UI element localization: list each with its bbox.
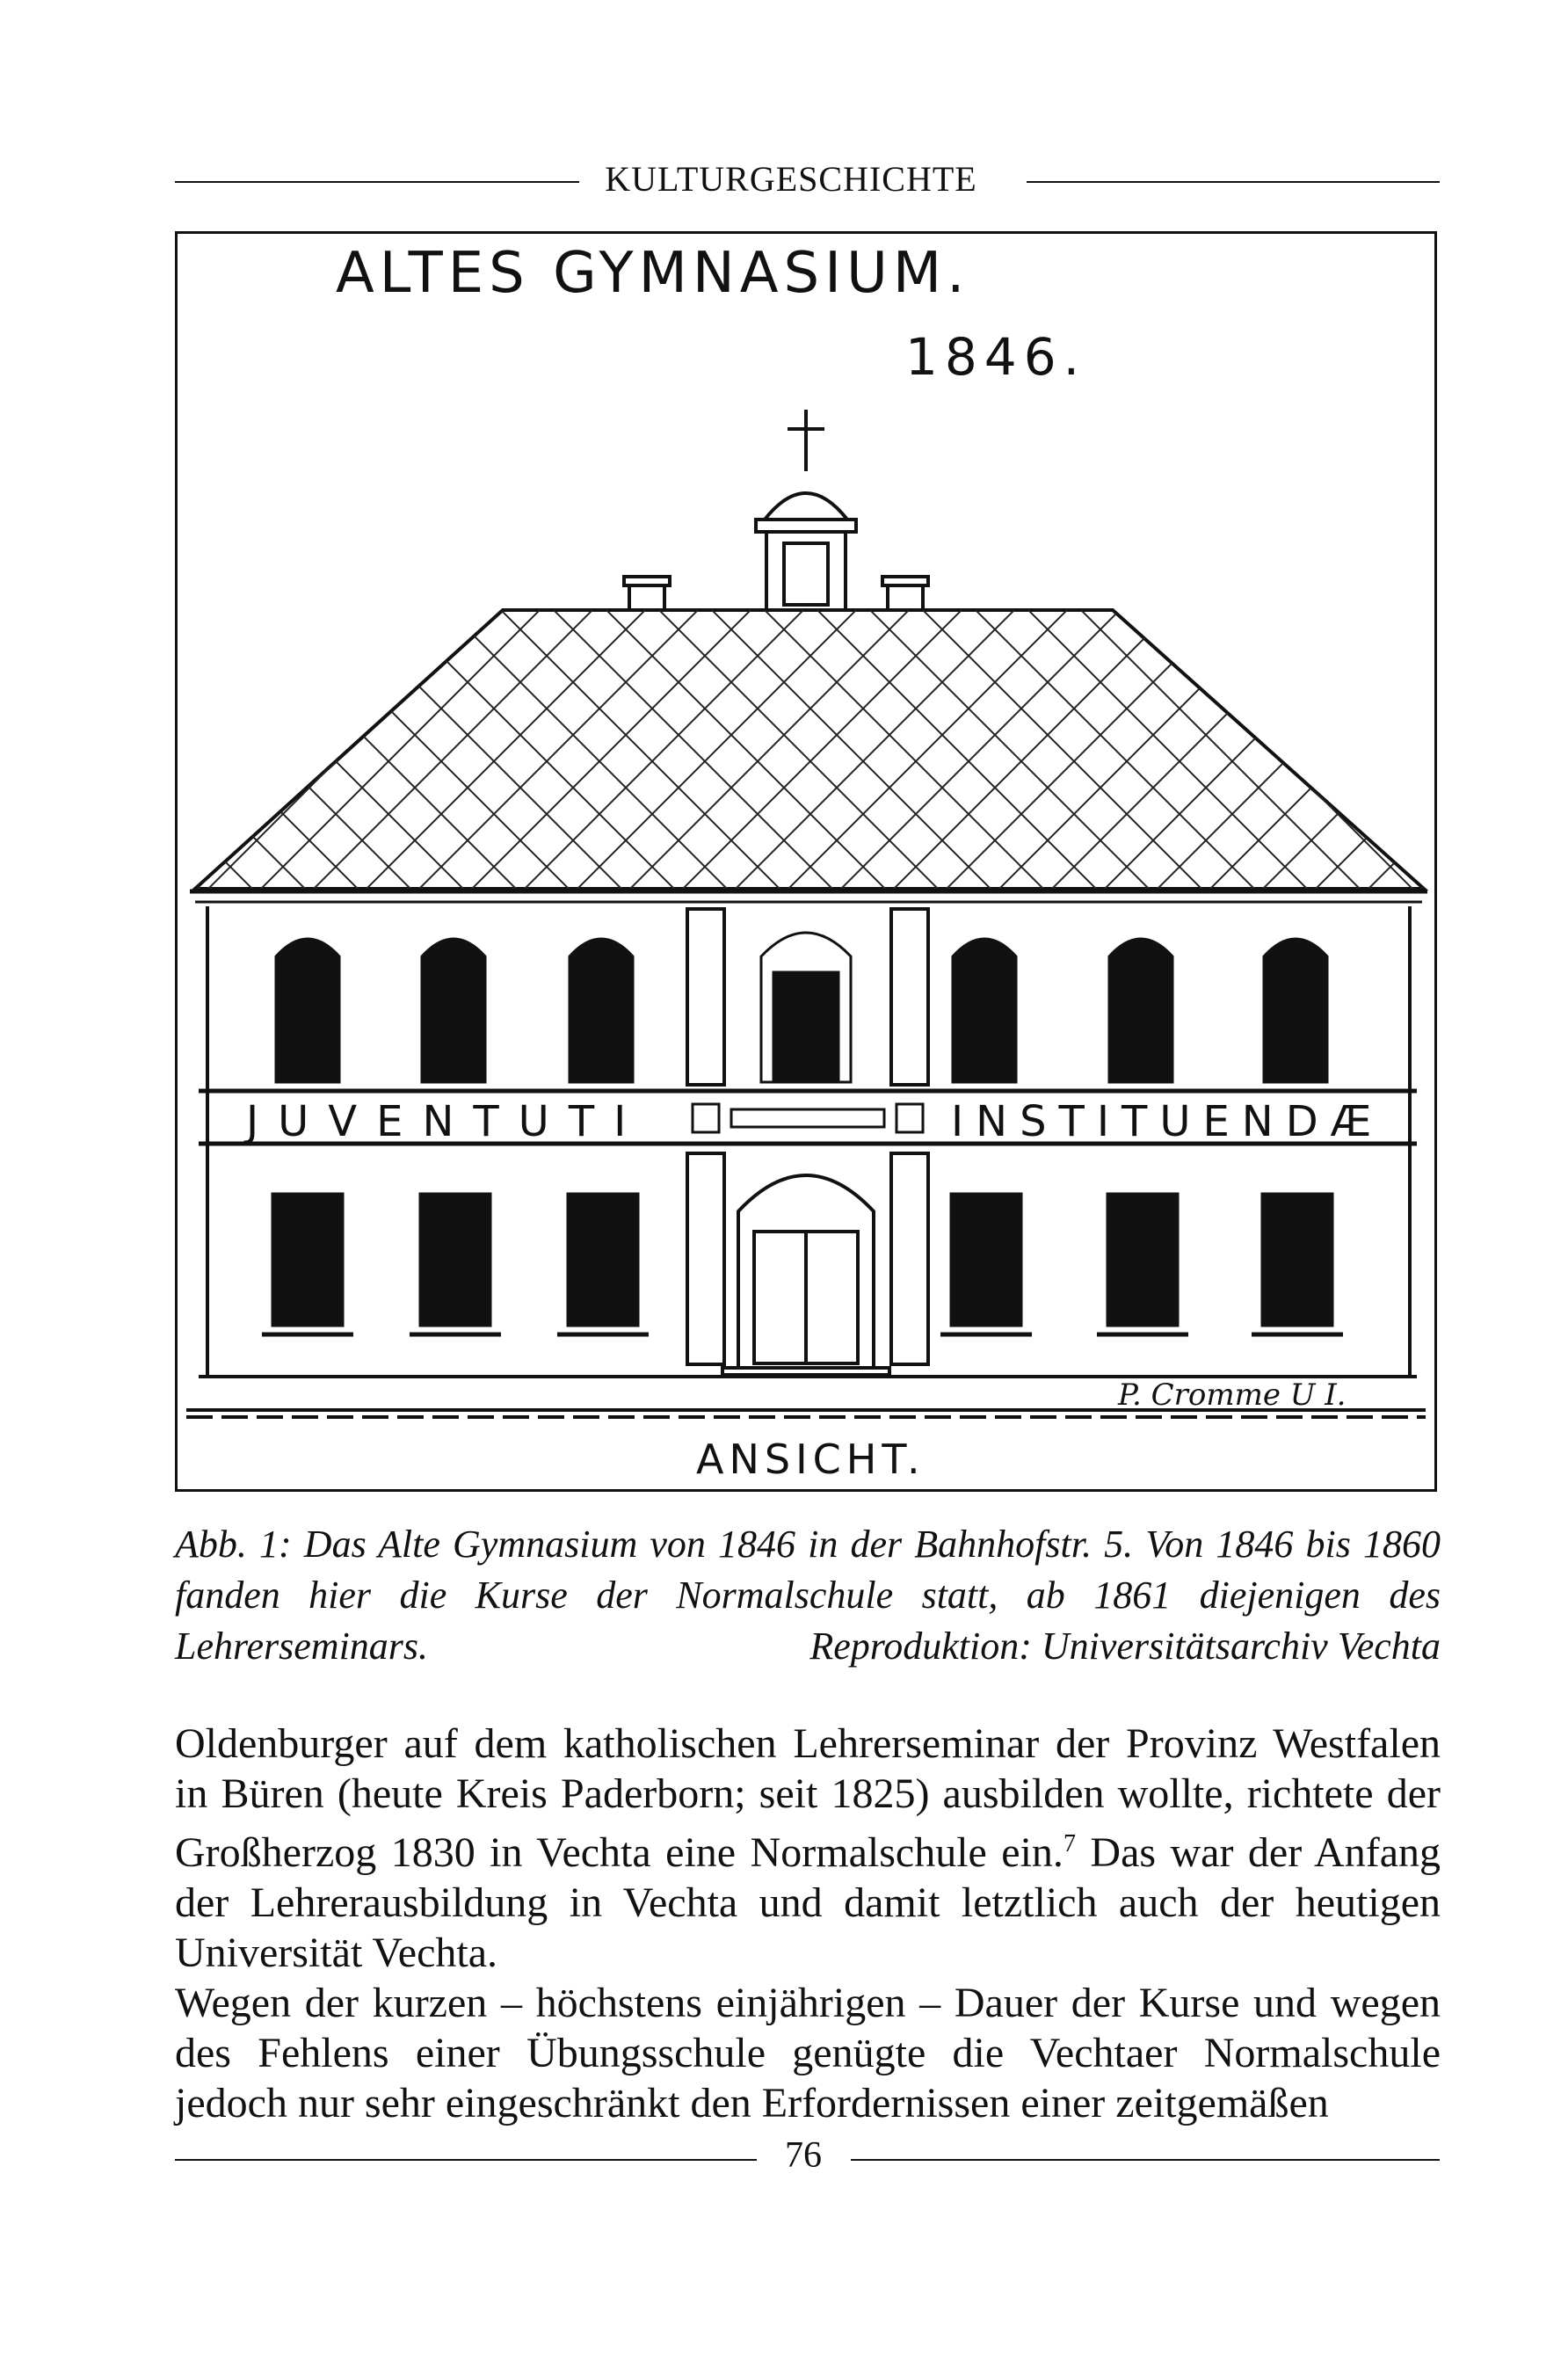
footer-rule-left <box>175 2159 757 2161</box>
paragraph-1-end: Das war der Anfang der Lehrerausbildung in Vechta und damit letztlich auch der heutigen Universität Vechta. <box>175 1829 1441 1976</box>
footer-rule-right <box>851 2159 1440 2161</box>
page-number: 76 <box>785 2135 822 2176</box>
running-head: KULTURGESCHICHTE <box>605 159 977 199</box>
figure-illustration <box>175 231 1437 1492</box>
figure-caption <box>175 1519 1441 1672</box>
cupola <box>756 410 856 620</box>
inscription-right: INSTITUENDÆ <box>951 1097 1384 1146</box>
inscription-left: JUVENTUTI <box>246 1097 646 1146</box>
entrance-door <box>722 1175 889 1375</box>
building-drawing <box>178 234 1434 1489</box>
upper-windows <box>276 933 1327 1082</box>
footnote-reference[interactable]: 7 <box>1063 1830 1076 1857</box>
header-rule-right <box>1027 181 1440 183</box>
figure-bottom-label: ANSICHT. <box>696 1436 926 1483</box>
figure-title: ALTES GYMNASIUM. <box>336 241 970 306</box>
header-rule-left <box>175 181 579 183</box>
caption-credit: Reproduktion: Universitätsarchiv Vechta <box>809 1625 1441 1668</box>
roof <box>178 603 1434 902</box>
caption-text: Abb. 1: Das Alte Gymnasium von 1846 in der Bahnhofstr. 5. Von 1846 bis 1860 fanden hier die Kurse der Normalschule statt, ab 1861 diejenigen des Lehrerseminars. <box>175 1523 1441 1668</box>
paragraph-2: Wegen der kurzen – höchstens einjährigen – Dauer der Kurse und wegen des Fehlens einer Übungsschule genügte die Vechtaer Normalschule jedoch nur sehr eingeschränkt den Erfordernissen einer zeitgemäßen <box>175 1980 1441 2126</box>
paragraph-1 <box>175 1719 1441 1978</box>
paragraph-1-start: Oldenburger auf dem katholischen Lehrerseminar der Provinz Westfalen in Büren (heute Kreis Paderborn; seit 1825) ausbilden wollte, richtete der Großherzog 1830 in Vechta eine Normalschule ein. <box>175 1720 1441 1876</box>
body-text <box>175 1719 1441 2128</box>
figure-signature: P. Cromme U I. <box>1118 1377 1347 1413</box>
figure-year: 1846. <box>905 327 1087 387</box>
